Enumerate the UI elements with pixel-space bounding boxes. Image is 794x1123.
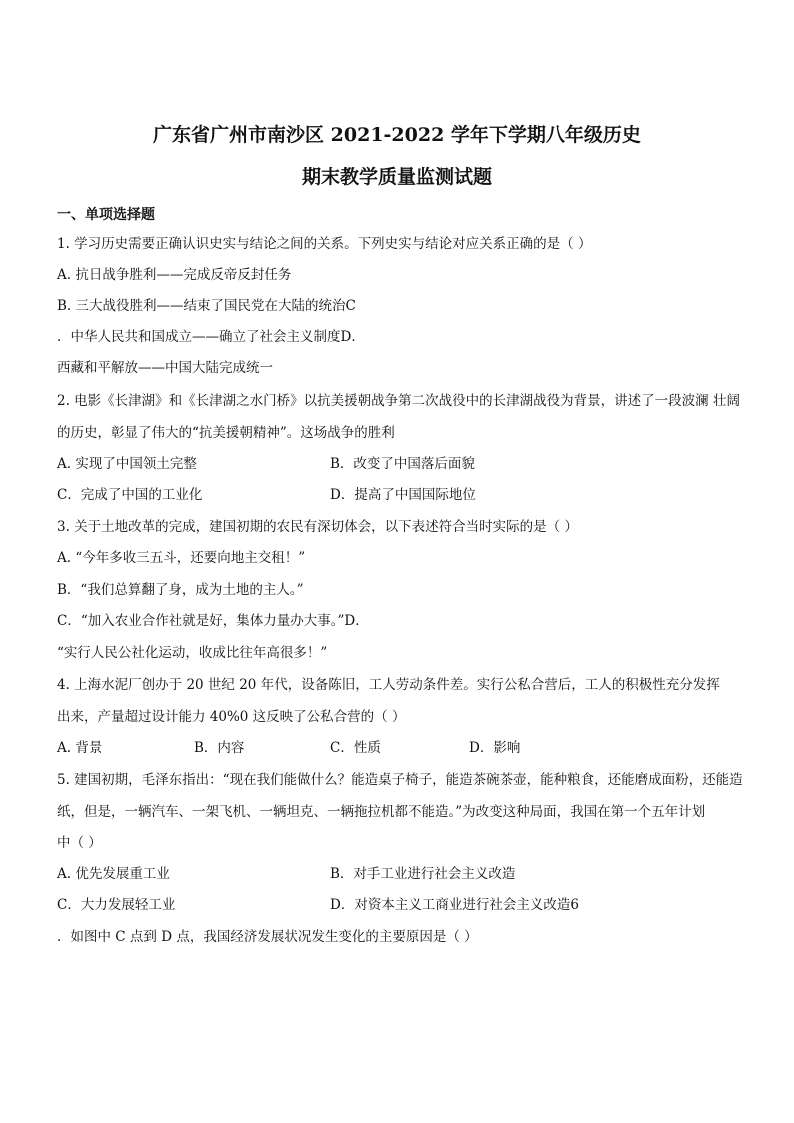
- question-1-option-c: ．中华人民共和国成立——确立了社会主义制度D．: [57, 329, 365, 345]
- question-5-option-d: D．对资本主义工商业进行社会主义改造6: [330, 897, 579, 913]
- question-1-option-b: B. 三大战役胜利——结束了国民党在大陆的统治C: [57, 298, 356, 314]
- question-2-option-a: A. 实现了中国领土完整: [57, 456, 197, 472]
- question-1-stem: 1. 学习历史需要正确认识史实与结论之间的关系。下列史实与结论对应关系正确的是（ ）: [57, 236, 592, 252]
- question-1-option-a: A. 抗日战争胜利——完成反帝反封任务: [57, 267, 292, 283]
- question-5-stem-line1: 5. 建国初期，毛泽东指出：“现在我们能做什么？能造桌子椅子，能造茶碗茶壶，能种粮食，还能磨成面粉，还能造: [57, 772, 743, 788]
- question-3-option-b: B．“我们总算翻了身，成为土地的主人。”: [57, 582, 304, 598]
- question-2-stem-line1: 2. 电影《长津湖》和《长津湖之水门桥》以抗美援朝战争第二次战役中的长津湖战役为背景，讲述了一段波澜 壮阔: [57, 393, 740, 409]
- question-4-option-d: D．影响: [469, 740, 521, 756]
- question-6-stem: ．如图中 C 点到 D 点，我国经济发展状况发生变化的主要原因是（ ）: [57, 929, 478, 945]
- page-title-line2: 期末教学质量监测试题: [301, 166, 492, 188]
- question-2-option-c: C．完成了中国的工业化: [57, 487, 203, 503]
- question-1-option-d: 西藏和平解放——中国大陆完成统一: [57, 360, 273, 376]
- question-4-option-a: A. 背景: [57, 740, 103, 756]
- question-5-stem-line2: 纸，但是，一辆汽车、一架飞机、一辆坦克、一辆拖拉机都不能造。”为改变这种局面，我国在第一个五年计划: [57, 804, 706, 820]
- question-4-option-c: C．性质: [330, 740, 381, 756]
- section-heading: 一、单项选择题: [57, 207, 155, 223]
- question-2-option-b: B．改变了中国落后面貌: [330, 456, 475, 472]
- question-2-stem-line2: 的历史，彰显了伟大的“抗美援朝精神”。这场战争的胜利: [57, 425, 395, 441]
- question-4-option-b: B．内容: [194, 740, 245, 756]
- question-5-stem-line3: 中（ ）: [57, 835, 102, 851]
- question-4-stem-line1: 4. 上海水泥厂创办于 20 世纪 20 年代，设备陈旧，工人劳动条件差。实行公私合营后，工人的积极性充分发挥: [57, 677, 720, 693]
- question-3-stem: 3. 关于土地改革的完成，建国初期的农民有深切体会，以下表述符合当时实际的是（ ）: [57, 519, 578, 535]
- page-title-line1: 广东省广州市南沙区 2021-2022 学年下学期八年级历史: [153, 124, 641, 146]
- question-5-option-a: A. 优先发展重工业: [57, 866, 170, 882]
- question-3-option-d: “实行人民公社化运动，收成比往年高很多！”: [57, 645, 328, 661]
- question-5-option-c: C．大力发展轻工业: [57, 897, 176, 913]
- question-2-option-d: D．提高了中国国际地位: [330, 487, 476, 503]
- question-3-option-a: A. “今年多收三五斗，还要向地主交租！”: [57, 550, 306, 566]
- question-5-option-b: B．对手工业进行社会主义改造: [330, 866, 516, 882]
- question-3-option-c: C．“加入农业合作社就是好，集体力量办大事。”D．: [57, 613, 369, 629]
- question-4-stem-line2: 出来，产量超过设计能力 40%0 这反映了公私合营的（ ）: [57, 709, 406, 725]
